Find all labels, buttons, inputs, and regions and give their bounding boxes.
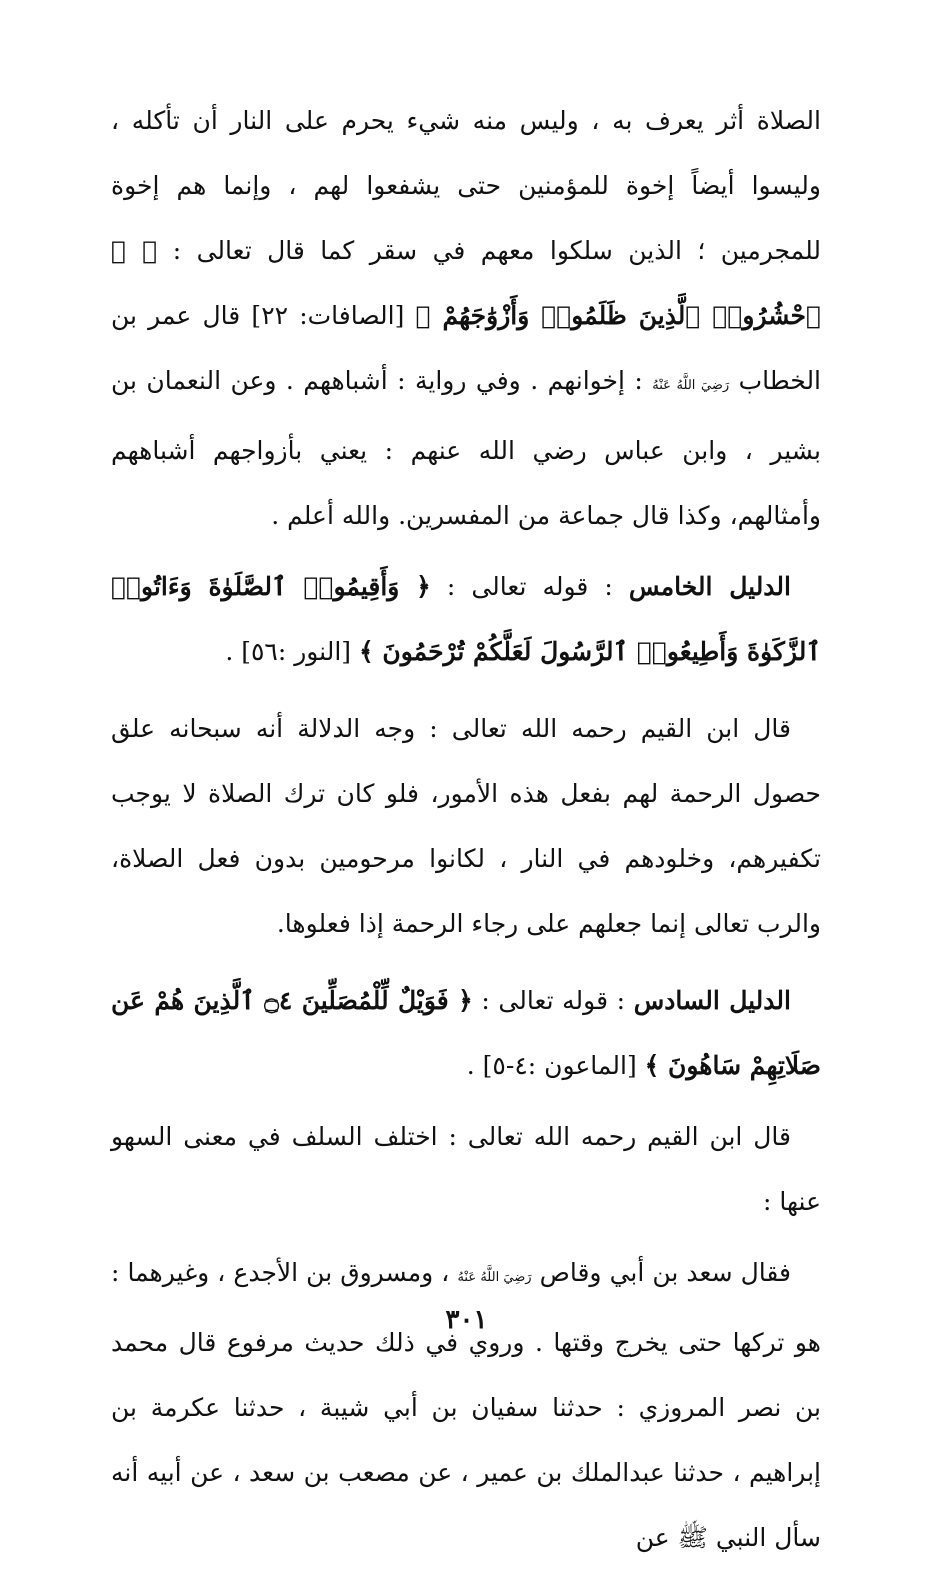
verse-reference-nur: [النور :٥٦] .: [225, 637, 352, 666]
evidence-five-heading: الدليل الخامس: [628, 572, 791, 601]
paragraph-4-text-a: فقال سعد بن أبي وقاص: [539, 1258, 791, 1287]
verse-reference-saffat: [الصافات: ٢٢] قال عمر بن الخطاب: [111, 301, 822, 395]
paragraph-1-text: الصلاة أثر يعرف به ، وليس منه شيء يحرم على النار أن تأكله ، وليسوا أيضاً إخوة للمؤمنين حتى يشفعوا لهم ، وإنما هم إخوة للمجرمين ؛ الذين سلكوا معهم في سقر كما قال تعالى :: [111, 106, 821, 265]
evidence-six-intro: : قوله تعالى :: [481, 986, 626, 1015]
evidence-six-heading: الدليل السادس: [633, 986, 791, 1015]
paragraph-4-text-b: ، ومسروق بن الأجدع ، وغيرهما : هو تركها حتى يخرج وقتها . وروي في ذلك حديث مرفوع قال محمد بن نصر المروزي : حدثنا سفيان بن أبي شيبة ، حدثنا عكرمة بن إبراهيم ، حدثنا عبدالملك بن عمير ، عن مصعب بن سعد ، عن أبيه أنه سأل النبي: [111, 1258, 821, 1552]
quran-verse-maun: ﴿ فَوَيْلٌ لِّلْمُصَلِّينَ ۝٤ ٱلَّذِينَ هُمْ عَن صَلَاتِهِمْ سَاهُونَ ﴾: [111, 986, 821, 1080]
evidence-five-intro: : قوله تعالى :: [446, 572, 613, 601]
salutation-prophet: ﷺ: [677, 1523, 708, 1552]
paragraph-1: [111, 88, 821, 548]
paragraph-1-continuation: : إخوانهم . وفي رواية : أشباههم . وعن النعمان بن بشير ، وابن عباس رضي الله عنهم : يعني بأزواجهم أشباههم وأمثالهم، وكذا قال جماعة من المفسرين. والله أعلم .: [111, 366, 821, 530]
honorific-umar: رَضِيَ اللَّهُ عَنْهُ: [652, 378, 730, 393]
quran-verse-saffat: ﴿ ۞ ٱحْشُرُوا۟ ٱلَّذِينَ ظَلَمُوا۟ وَأَزْوَٰجَهُمْ ﴾: [111, 236, 821, 330]
evidence-five: [111, 554, 821, 684]
paragraph-sad-ibn-abi-waqqas: [111, 1240, 821, 1570]
honorific-sad: رَضِيَ اللَّهُ عَنْهُ: [457, 1270, 532, 1285]
evidence-six: [111, 968, 821, 1098]
page-number: ٣٠١: [445, 1305, 488, 1335]
verse-reference-maun: [الماعون :٤-٥] .: [466, 1051, 637, 1080]
page-body: [111, 88, 821, 1570]
paragraph-4-text-c: عن: [635, 1523, 670, 1552]
quran-verse-nur: ﴿ وَأَقِيمُوا۟ ٱلصَّلَوٰةَ وَءَاتُوا۟ ٱلزَّكَوٰةَ وَأَطِيعُوا۟ ٱلرَّسُولَ لَعَلَّكُمْ تُرْحَمُونَ ﴾: [111, 572, 821, 666]
paragraph-ibn-qayyim-2: قال ابن القيم رحمه الله تعالى : اختلف السلف في معنى السهو عنها :: [111, 1122, 821, 1216]
paragraph-ibn-qayyim-1: قال ابن القيم رحمه الله تعالى : وجه الدلالة أنه سبحانه علق حصول الرحمة لهم بفعل هذه الأمور، فلو كان ترك الصلاة لا يوجب تكفيرهم، وخلودهم في النار ، لكانوا مرحومين بدون فعل الصلاة، والرب تعالى إنما جعلهم على رجاء الرحمة إذا فعلوها.: [111, 714, 821, 938]
